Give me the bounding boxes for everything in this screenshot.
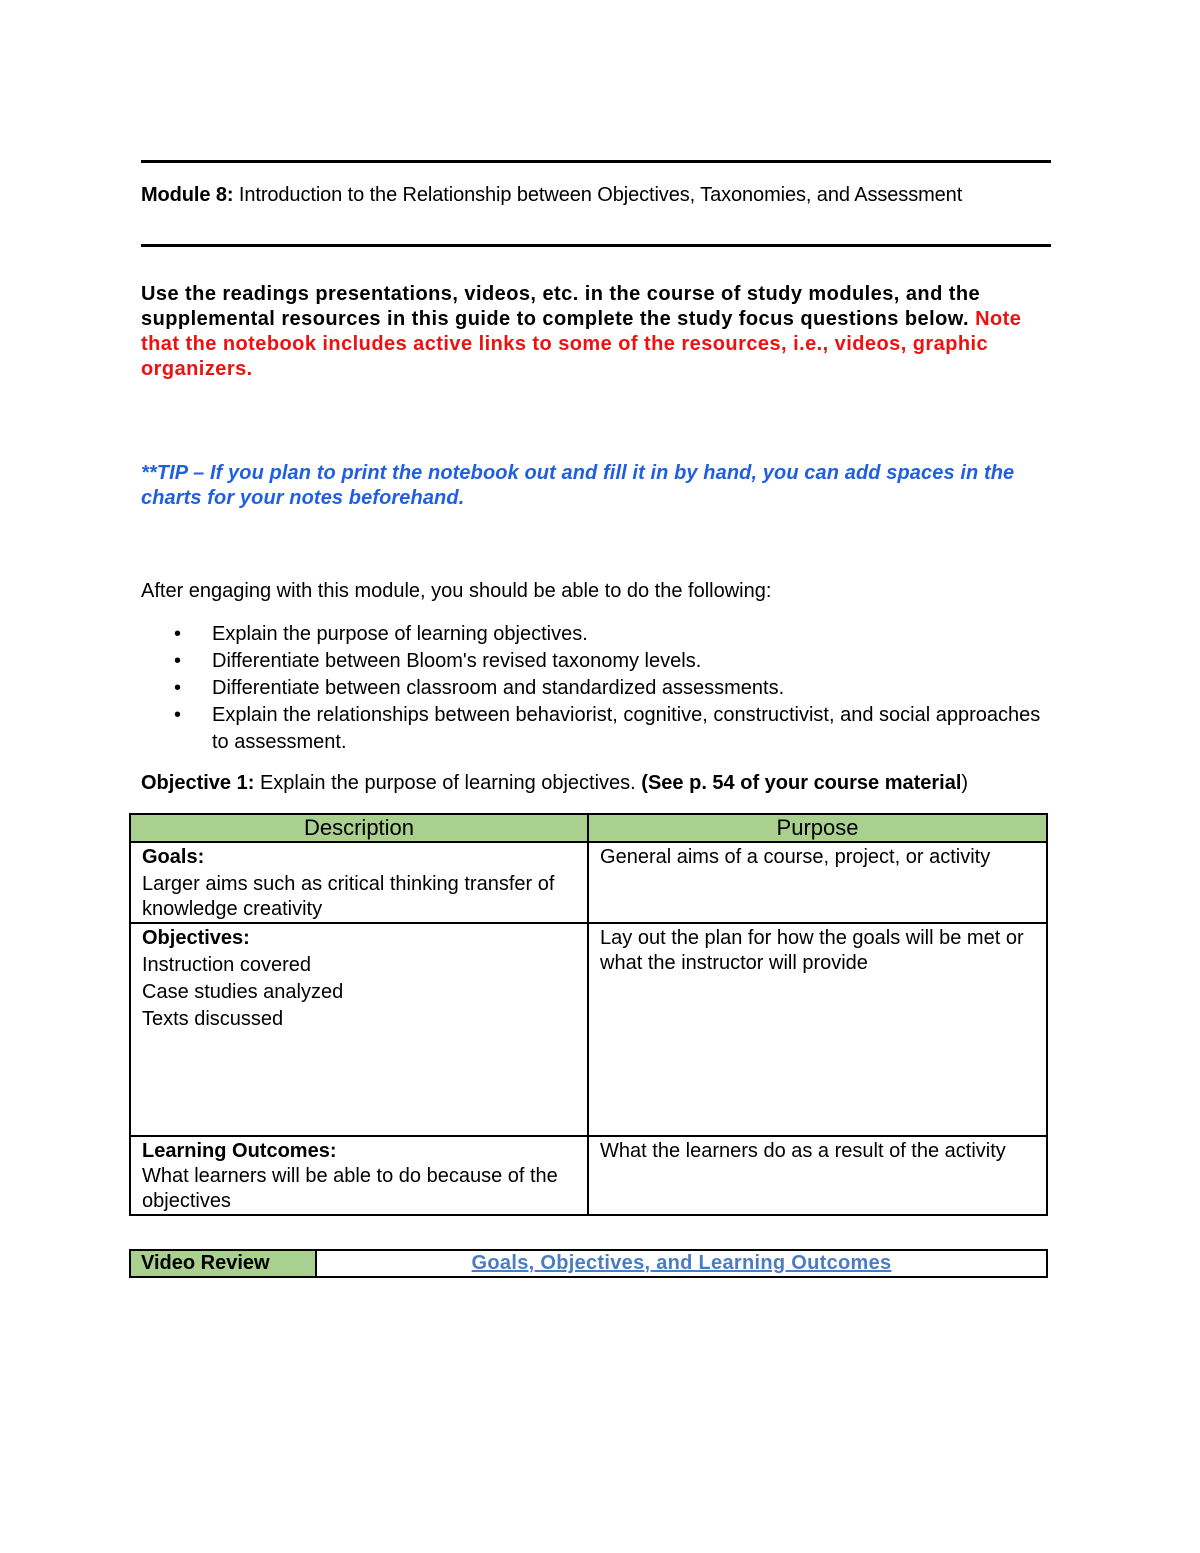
objective-closing: ) bbox=[961, 772, 969, 794]
bullet-icon: • bbox=[174, 623, 182, 645]
bullet-icon: • bbox=[174, 704, 182, 726]
video-review-label: Video Review bbox=[130, 1250, 316, 1277]
column-header-description: Description bbox=[130, 814, 588, 842]
module-heading bbox=[141, 184, 962, 207]
instructions-text: Use the readings presentations, videos, etc. in the course of study modules, and the supplemental resources in this guide to complete the study focus questions below. bbox=[141, 283, 981, 330]
tip-paragraph: **TIP – If you plan to print the notebook out and fill it in by hand, you can add spaces in the charts for your notes beforehand. bbox=[141, 462, 1015, 509]
row-label: Goals: bbox=[142, 846, 205, 868]
column-header-purpose: Purpose bbox=[588, 814, 1047, 842]
video-review-table bbox=[129, 1249, 1048, 1278]
top-divider bbox=[141, 160, 1051, 163]
table-header-row bbox=[130, 814, 1047, 842]
purpose-cell: Lay out the plan for how the goals will be met or what the instructor will provide bbox=[588, 923, 1047, 1136]
intro-text: After engaging with this module, you should be able to do the following: bbox=[141, 580, 772, 602]
description-cell bbox=[130, 1136, 588, 1215]
video-link[interactable]: Goals, Objectives, and Learning Outcomes bbox=[471, 1252, 892, 1274]
video-link-cell bbox=[316, 1250, 1047, 1277]
objectives-table bbox=[129, 813, 1048, 1216]
table-row bbox=[130, 1136, 1047, 1215]
list-item bbox=[141, 702, 1041, 756]
objective-label: Objective 1: bbox=[141, 772, 255, 794]
purpose-cell: What the learners do as a result of the activity bbox=[588, 1136, 1047, 1215]
video-review-row bbox=[130, 1250, 1047, 1277]
list-item bbox=[141, 648, 1041, 675]
description-line: Texts discussed bbox=[142, 1008, 284, 1030]
row-label: Objectives: bbox=[142, 927, 250, 949]
bottom-divider bbox=[141, 244, 1051, 247]
purpose-cell: General aims of a course, project, or activity bbox=[588, 842, 1047, 923]
list-item bbox=[141, 621, 1041, 648]
table-row bbox=[130, 842, 1047, 923]
instructions-note: Note that the notebook includes active links to some of the resources, i.e., videos, graphic organizers. bbox=[141, 308, 1022, 380]
table-row bbox=[130, 923, 1047, 1136]
objective-reference: (See p. 54 of your course material bbox=[641, 772, 962, 794]
list-item-text: Explain the purpose of learning objectives. bbox=[212, 623, 588, 645]
description-line: What learners will be able to do because of the objectives bbox=[142, 1165, 558, 1212]
objective-heading bbox=[141, 772, 968, 795]
description-line: Instruction covered bbox=[142, 954, 311, 976]
objectives-list bbox=[141, 621, 1041, 756]
list-item-text: Explain the relationships between behaviorist, cognitive, constructivist, and social approaches to assessment. bbox=[212, 704, 1041, 753]
bullet-icon: • bbox=[174, 677, 182, 699]
objective-text: Explain the purpose of learning objectives. bbox=[254, 772, 642, 794]
instructions-paragraph bbox=[141, 282, 1061, 382]
description-line: Case studies analyzed bbox=[142, 981, 344, 1003]
description-cell bbox=[130, 842, 588, 923]
module-title: Introduction to the Relationship between Objectives, Taxonomies, and Assessment bbox=[233, 184, 963, 206]
description-line: Larger aims such as critical thinking transfer of knowledge creativity bbox=[142, 873, 555, 920]
list-item-text: Differentiate between Bloom's revised taxonomy levels. bbox=[212, 650, 702, 672]
bullet-icon: • bbox=[174, 650, 182, 672]
description-cell bbox=[130, 923, 588, 1136]
module-label: Module 8: bbox=[141, 184, 234, 206]
row-label: Learning Outcomes: bbox=[142, 1140, 337, 1162]
list-item bbox=[141, 675, 1041, 702]
list-item-text: Differentiate between classroom and standardized assessments. bbox=[212, 677, 785, 699]
